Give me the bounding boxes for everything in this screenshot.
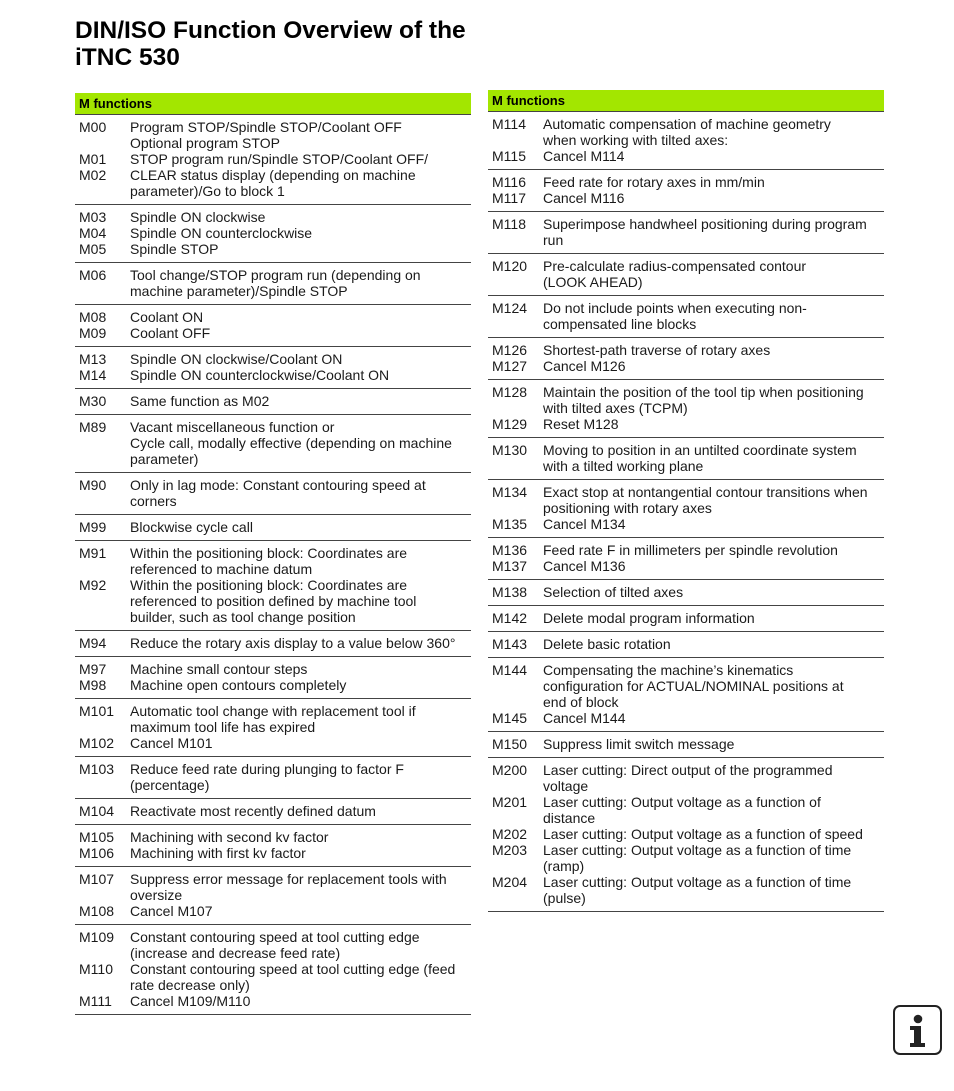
row-line <box>488 148 884 164</box>
m-code <box>75 561 130 577</box>
m-code: M114 <box>492 116 526 132</box>
m-description: Laser cutting: Direct output of the programmed <box>543 762 833 778</box>
m-code: M150 <box>492 736 528 752</box>
m-code: M115 <box>492 148 526 164</box>
row-line <box>488 458 884 474</box>
row-line <box>75 309 471 325</box>
row-line <box>488 694 884 710</box>
m-description: Shortest-path traverse of rotary axes <box>543 342 771 358</box>
m-description: Cancel M109/M110 <box>130 993 251 1009</box>
row-line <box>75 903 471 919</box>
table-row <box>488 480 884 538</box>
m-description: Pre-calculate radius-compensated contour <box>543 258 807 274</box>
m-code: M143 <box>492 636 528 652</box>
m-description: Reduce the rotary axis display to a value below 360° <box>130 635 456 651</box>
row-line <box>75 703 471 719</box>
row-line <box>488 842 884 858</box>
m-description: Coolant OFF <box>130 325 211 341</box>
m-description: rate decrease only) <box>130 977 250 993</box>
row-line <box>488 190 884 206</box>
m-code: M101 <box>79 703 115 719</box>
table-row <box>75 263 471 305</box>
table-row <box>488 632 884 658</box>
row-line <box>75 419 471 435</box>
m-description: Coolant ON <box>130 309 204 325</box>
m-description: Within the positioning block: Coordinates are <box>130 577 408 593</box>
row-line <box>488 358 884 374</box>
m-description: Machine small contour steps <box>130 661 308 677</box>
m-code: M05 <box>79 241 107 257</box>
m-code: M145 <box>492 710 528 726</box>
m-code <box>488 274 543 290</box>
m-description: Delete basic rotation <box>543 636 671 652</box>
m-description: configuration for ACTUAL/NOMINAL positions at <box>543 678 844 694</box>
row-line <box>488 762 884 778</box>
m-code: M99 <box>79 519 107 535</box>
m-description: Maintain the position of the tool tip when positioning <box>543 384 864 400</box>
table-row <box>488 380 884 438</box>
m-description: with a tilted working plane <box>543 458 704 474</box>
m-code: M30 <box>79 393 107 409</box>
row-line <box>488 400 884 416</box>
m-description: referenced to position defined by machine tool <box>130 593 417 609</box>
table-row <box>488 296 884 338</box>
m-code <box>75 609 130 625</box>
row-line <box>75 545 471 561</box>
m-code <box>75 183 130 199</box>
m-code: M97 <box>79 661 107 677</box>
table-row <box>488 212 884 254</box>
row-line <box>488 274 884 290</box>
table-row <box>488 338 884 380</box>
m-description: Within the positioning block: Coordinates are <box>130 545 408 561</box>
m-code <box>488 458 543 474</box>
m-description: Cancel M116 <box>543 190 625 206</box>
row-line <box>75 325 471 341</box>
m-description: run <box>543 232 564 248</box>
m-code <box>75 493 130 509</box>
table-row <box>75 867 471 925</box>
m-description: parameter)/Go to block 1 <box>130 183 285 199</box>
m-description: Vacant miscellaneous function or <box>130 419 335 435</box>
row-line <box>488 736 884 752</box>
m-code: M104 <box>79 803 115 819</box>
page-title <box>75 17 466 71</box>
m-code <box>488 500 543 516</box>
m-description: Spindle ON counterclockwise/Coolant ON <box>130 367 390 383</box>
m-code: M128 <box>492 384 528 400</box>
row-line <box>488 384 884 400</box>
table-row <box>488 170 884 212</box>
m-code: M94 <box>79 635 107 651</box>
m-code: M111 <box>79 993 112 1009</box>
row-line <box>75 677 471 693</box>
table-row <box>75 305 471 347</box>
m-code: M201 <box>492 794 528 810</box>
row-line <box>488 174 884 190</box>
m-code: M118 <box>492 216 526 232</box>
m-code: M117 <box>492 190 526 206</box>
m-code <box>488 232 543 248</box>
row-line <box>488 116 884 132</box>
row-line <box>488 484 884 500</box>
m-description: Laser cutting: Output voltage as a function of <box>543 794 821 810</box>
row-line <box>75 135 471 151</box>
m-code: M08 <box>79 309 107 325</box>
row-line <box>488 890 884 906</box>
row-line <box>488 300 884 316</box>
row-line <box>75 609 471 625</box>
row-line <box>488 216 884 232</box>
table-header-right: M functions <box>488 90 884 112</box>
table-row <box>488 732 884 758</box>
m-code <box>488 694 543 710</box>
m-description: Suppress error message for replacement tools with <box>130 871 447 887</box>
row-line <box>75 267 471 283</box>
m-description: Cancel M107 <box>130 903 213 919</box>
table-row <box>488 538 884 580</box>
m-description: Reactivate most recently defined datum <box>130 803 376 819</box>
row-line <box>75 845 471 861</box>
m-code: M98 <box>79 677 107 693</box>
m-code: M130 <box>492 442 528 458</box>
table-header-left: M functions <box>75 93 471 115</box>
m-code <box>488 858 543 874</box>
row-line <box>488 826 884 842</box>
row-line <box>488 558 884 574</box>
m-description: Blockwise cycle call <box>130 519 253 535</box>
m-functions-table-left <box>75 93 471 1015</box>
row-line <box>488 794 884 810</box>
table-row <box>488 606 884 632</box>
m-description: Laser cutting: Output voltage as a function of speed <box>543 826 863 842</box>
m-description: Feed rate for rotary axes in mm/min <box>543 174 765 190</box>
row-line <box>75 167 471 183</box>
m-code <box>488 678 543 694</box>
m-description: Cancel M134 <box>543 516 626 532</box>
row-line <box>75 183 471 199</box>
table-row <box>488 758 884 912</box>
m-description: Exact stop at nontangential contour transitions when <box>543 484 868 500</box>
table-row <box>75 515 471 541</box>
m-description: Only in lag mode: Constant contouring speed at <box>130 477 426 493</box>
m-description: Reset M128 <box>543 416 619 432</box>
m-code: M04 <box>79 225 107 241</box>
m-description: (pulse) <box>543 890 586 906</box>
row-line <box>75 283 471 299</box>
m-description: Cancel M101 <box>130 735 213 751</box>
table-row <box>75 699 471 757</box>
row-line <box>75 945 471 961</box>
m-description: Constant contouring speed at tool cutting edge (feed <box>130 961 456 977</box>
table-row <box>75 115 471 205</box>
m-description: parameter) <box>130 451 199 467</box>
table-row <box>75 541 471 631</box>
row-line <box>75 519 471 535</box>
row-line <box>488 516 884 532</box>
m-code <box>75 283 130 299</box>
m-description: Moving to position in an untilted coordinate system <box>543 442 857 458</box>
table-row <box>75 657 471 699</box>
m-code: M107 <box>79 871 115 887</box>
m-code: M109 <box>79 929 115 945</box>
row-line <box>75 761 471 777</box>
row-line <box>75 593 471 609</box>
m-code <box>488 890 543 906</box>
m-code <box>488 810 543 826</box>
m-code: M03 <box>79 209 107 225</box>
m-description: Same function as M02 <box>130 393 270 409</box>
m-description: oversize <box>130 887 183 903</box>
row-line <box>75 829 471 845</box>
m-description: Machine open contours completely <box>130 677 347 693</box>
m-description: Machining with second kv factor <box>130 829 329 845</box>
m-description: distance <box>543 810 596 826</box>
m-description: Cancel M136 <box>543 558 626 574</box>
row-line <box>488 610 884 626</box>
row-line <box>488 710 884 726</box>
table-row <box>488 112 884 170</box>
m-description: CLEAR status display (depending on machine <box>130 167 416 183</box>
table-row <box>75 631 471 657</box>
m-description: Spindle ON counterclockwise <box>130 225 313 241</box>
m-description: referenced to machine datum <box>130 561 313 577</box>
m-code: M120 <box>492 258 528 274</box>
m-code: M110 <box>79 961 113 977</box>
m-description: Laser cutting: Output voltage as a function of time <box>543 874 852 890</box>
m-code: M102 <box>79 735 115 751</box>
m-description: Reduce feed rate during plunging to factor F <box>130 761 404 777</box>
table-row <box>488 658 884 732</box>
row-line <box>488 636 884 652</box>
table-row <box>75 757 471 799</box>
m-code <box>488 778 543 794</box>
m-description: Compensating the machine’s kinematics <box>543 662 794 678</box>
m-code: M108 <box>79 903 115 919</box>
m-code: M105 <box>79 829 115 845</box>
m-code: M09 <box>79 325 107 341</box>
row-line <box>75 119 471 135</box>
table-row <box>75 389 471 415</box>
m-code <box>75 777 130 793</box>
m-code <box>75 719 130 735</box>
m-code <box>75 977 130 993</box>
m-code <box>488 132 543 148</box>
row-line <box>75 393 471 409</box>
row-line <box>488 258 884 274</box>
m-code: M203 <box>492 842 528 858</box>
m-description: Suppress limit switch message <box>543 736 735 752</box>
row-line <box>75 977 471 993</box>
m-description: builder, such as tool change position <box>130 609 356 625</box>
table-row <box>75 205 471 263</box>
row-line <box>488 542 884 558</box>
row-line <box>75 777 471 793</box>
m-description: Machining with first kv factor <box>130 845 306 861</box>
row-line <box>75 735 471 751</box>
page-title-line-1: DIN/ISO Function Overview of the <box>75 17 466 44</box>
table-row <box>75 799 471 825</box>
m-description: corners <box>130 493 177 509</box>
m-code: M200 <box>492 762 528 778</box>
m-description: with tilted axes (TCPM) <box>543 400 688 416</box>
row-line <box>75 929 471 945</box>
m-description: Delete modal program information <box>543 610 755 626</box>
row-line <box>75 561 471 577</box>
table-row <box>75 825 471 867</box>
m-code <box>75 451 130 467</box>
row-line <box>75 635 471 651</box>
table-row <box>75 415 471 473</box>
m-code: M124 <box>492 300 528 316</box>
row-line <box>488 810 884 826</box>
row-line <box>75 435 471 451</box>
row-line <box>75 209 471 225</box>
m-code: M138 <box>492 584 528 600</box>
m-code: M136 <box>492 542 528 558</box>
m-description: Feed rate F in millimeters per spindle revolution <box>543 542 838 558</box>
m-description: Constant contouring speed at tool cutting edge <box>130 929 420 945</box>
m-description: Cycle call, modally effective (depending on machine <box>130 435 452 451</box>
m-description: Cancel M144 <box>543 710 626 726</box>
row-line <box>75 367 471 383</box>
m-code: M204 <box>492 874 528 890</box>
m-code: M92 <box>79 577 107 593</box>
row-line <box>75 493 471 509</box>
m-code: M06 <box>79 267 107 283</box>
m-code: M134 <box>492 484 528 500</box>
row-line <box>75 151 471 167</box>
row-line <box>75 661 471 677</box>
m-description: (increase and decrease feed rate) <box>130 945 341 961</box>
m-code: M144 <box>492 662 528 678</box>
m-description: Do not include points when executing non- <box>543 300 807 316</box>
table-row <box>75 473 471 515</box>
m-description: Selection of tilted axes <box>543 584 684 600</box>
m-code: M00 <box>79 119 107 135</box>
row-line <box>75 887 471 903</box>
table-row <box>488 254 884 296</box>
row-line <box>488 584 884 600</box>
m-code <box>75 945 130 961</box>
row-line <box>488 662 884 678</box>
m-description: (percentage) <box>130 777 210 793</box>
table-row <box>75 925 471 1015</box>
row-line <box>75 871 471 887</box>
table-row <box>488 580 884 606</box>
m-description: (LOOK AHEAD) <box>543 274 643 290</box>
m-description: Cancel M114 <box>543 148 625 164</box>
m-description: Automatic tool change with replacement tool if <box>130 703 416 719</box>
m-description: Cancel M126 <box>543 358 626 374</box>
m-description: Spindle ON clockwise <box>130 209 266 225</box>
m-code: M14 <box>79 367 107 383</box>
m-code: M116 <box>492 174 526 190</box>
m-description: Program STOP/Spindle STOP/Coolant OFF <box>130 119 402 135</box>
m-code <box>75 887 130 903</box>
m-description: machine parameter)/Spindle STOP <box>130 283 348 299</box>
m-description: positioning with rotary axes <box>543 500 712 516</box>
m-description: STOP program run/Spindle STOP/Coolant OFF/ <box>130 151 429 167</box>
m-description: Automatic compensation of machine geometry <box>543 116 831 132</box>
m-code <box>75 135 130 151</box>
row-line <box>75 961 471 977</box>
m-code: M103 <box>79 761 115 777</box>
m-code: M90 <box>79 477 107 493</box>
m-code <box>75 435 130 451</box>
m-code: M89 <box>79 419 107 435</box>
row-line <box>488 678 884 694</box>
row-line <box>488 442 884 458</box>
row-line <box>488 316 884 332</box>
row-line <box>488 500 884 516</box>
m-description: end of block <box>543 694 619 710</box>
m-code: M127 <box>492 358 528 374</box>
m-code: M01 <box>79 151 107 167</box>
row-line <box>75 477 471 493</box>
m-code: M202 <box>492 826 528 842</box>
m-description: (ramp) <box>543 858 585 874</box>
info-icon <box>893 1005 942 1055</box>
row-line <box>75 451 471 467</box>
row-line <box>75 993 471 1009</box>
table-row <box>488 438 884 480</box>
m-description: Tool change/STOP program run (depending on <box>130 267 421 283</box>
row-line <box>75 803 471 819</box>
m-code: M129 <box>492 416 528 432</box>
m-description: Spindle STOP <box>130 241 219 257</box>
m-code <box>488 400 543 416</box>
row-line <box>488 778 884 794</box>
row-line <box>488 342 884 358</box>
m-description: compensated line blocks <box>543 316 697 332</box>
m-code: M137 <box>492 558 528 574</box>
row-line <box>75 351 471 367</box>
m-code: M91 <box>79 545 107 561</box>
m-code <box>75 593 130 609</box>
m-code: M142 <box>492 610 528 626</box>
row-line <box>488 858 884 874</box>
row-line <box>75 241 471 257</box>
row-line <box>75 225 471 241</box>
m-code: M13 <box>79 351 107 367</box>
m-code: M135 <box>492 516 528 532</box>
m-description: when working with tilted axes: <box>543 132 729 148</box>
row-line <box>488 232 884 248</box>
table-row <box>75 347 471 389</box>
m-description: maximum tool life has expired <box>130 719 316 735</box>
m-description: Laser cutting: Output voltage as a function of time <box>543 842 852 858</box>
m-code: M02 <box>79 167 107 183</box>
row-line <box>75 719 471 735</box>
page-title-line-2: iTNC 530 <box>75 44 180 71</box>
m-code <box>488 316 543 332</box>
m-code: M106 <box>79 845 115 861</box>
row-line <box>488 132 884 148</box>
m-functions-table-right <box>488 90 884 912</box>
m-description: voltage <box>543 778 589 794</box>
m-description: Superimpose handwheel positioning during program <box>543 216 867 232</box>
m-description: Optional program STOP <box>130 135 280 151</box>
m-description: Spindle ON clockwise/Coolant ON <box>130 351 343 367</box>
m-code: M126 <box>492 342 528 358</box>
row-line <box>488 874 884 890</box>
row-line <box>75 577 471 593</box>
row-line <box>488 416 884 432</box>
